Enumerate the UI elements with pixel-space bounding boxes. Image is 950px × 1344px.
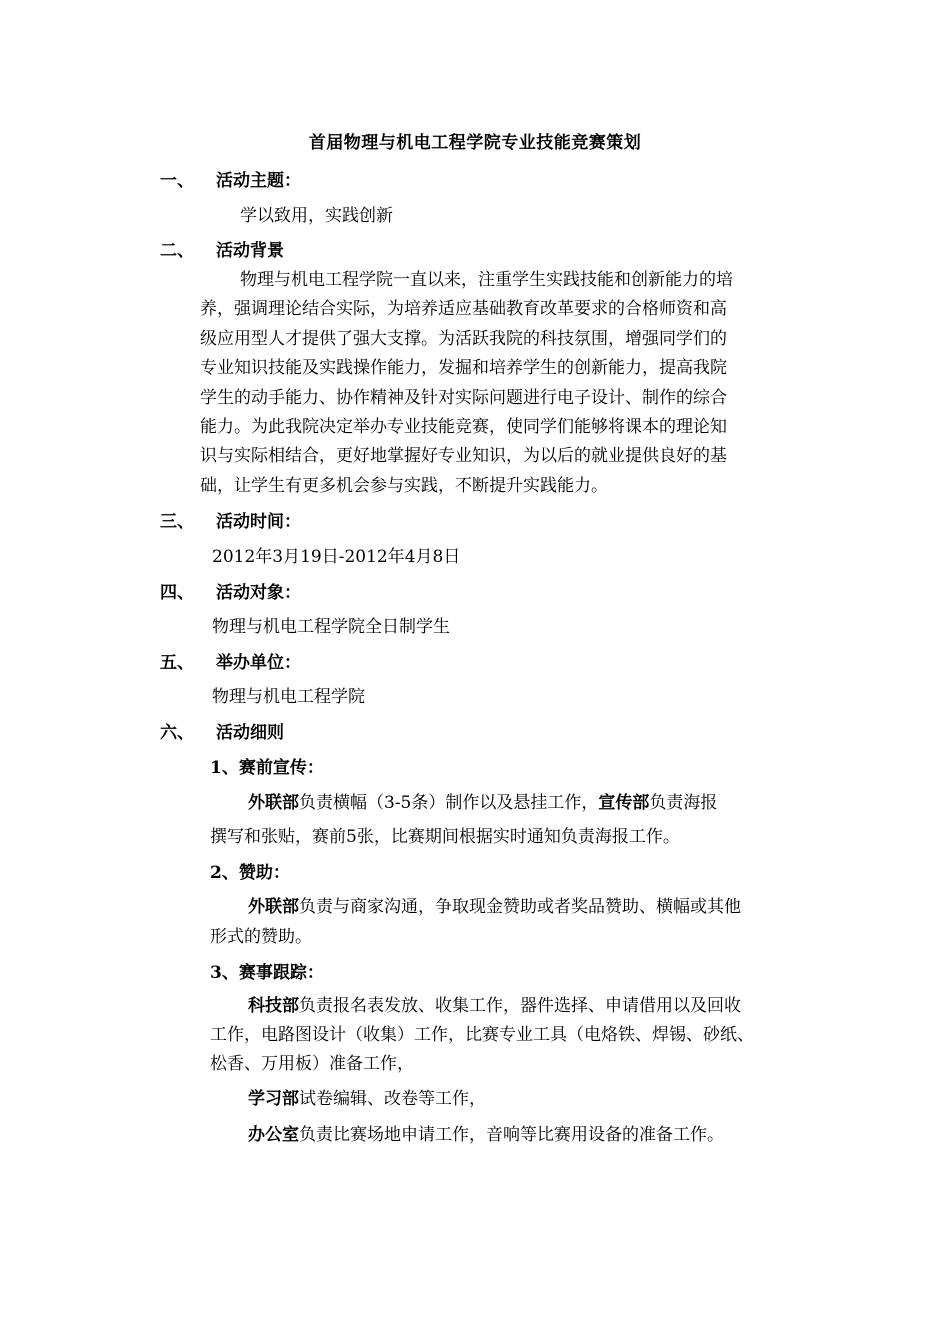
section-title: 举办单位： xyxy=(216,653,301,673)
publicity-line-1 xyxy=(248,788,717,813)
duty-text: 负责横幅（3-5条）制作以及悬挂工作， xyxy=(299,793,599,813)
section-3-content: 2012年3月19日-2012年4月8日 xyxy=(212,547,461,567)
section-number: 三、 xyxy=(160,512,194,532)
section-1-content: 学以致用，实践创新 xyxy=(240,206,393,226)
duty-text: 试卷编辑、改卷等工作， xyxy=(299,1089,486,1109)
section-4-content: 物理与机电工程学院全日制学生 xyxy=(212,617,450,637)
dept-name: 学习部 xyxy=(248,1089,299,1109)
dept-name: 办公室 xyxy=(248,1125,299,1145)
section-5-heading xyxy=(160,648,301,673)
section-title: 活动主题： xyxy=(216,171,301,191)
paragraph-line: 能力。为此我院决定举办专业技能竞赛，使同学们能够将课本的理论知 xyxy=(200,417,727,438)
paragraph-line: 学生的动手能力、协作精神及针对实际问题进行电子设计、制作的综合 xyxy=(200,387,727,408)
section-2-heading xyxy=(160,236,284,261)
paragraph-line: 识与实际相结合，更好地掌握好专业知识，为以后的就业提供良好的基 xyxy=(200,446,727,467)
paragraph-line: 专业知识技能及实践操作能力，发掘和培养学生的创新能力，提高我院 xyxy=(200,358,727,379)
duty-text: 负责报名表发放、收集工作，器件选择、申请借用以及回收 xyxy=(299,996,741,1016)
section-title: 活动细则 xyxy=(216,723,284,743)
duty-text: 负责与商家沟通，争取现金赞助或者奖品赞助、横幅或其他 xyxy=(299,897,741,917)
section-3-heading xyxy=(160,507,301,532)
publicity-line-2: 撰写和张贴，赛前5张，比赛期间根据实时通知负责海报工作。 xyxy=(210,827,680,847)
dept-name: 宣传部 xyxy=(598,793,650,813)
document-title: 首届物理与机电工程学院专业技能竞赛策划 xyxy=(308,133,642,153)
section-4-heading xyxy=(160,578,301,603)
section-number: 二、 xyxy=(160,241,194,261)
paragraph-line: 级应用型人才提供了强大支撑。为活跃我院的科技氛围，增强同学们的 xyxy=(200,328,727,349)
sponsorship-line-1 xyxy=(248,892,741,917)
tracking-line-1 xyxy=(248,991,741,1016)
section-number: 五、 xyxy=(160,653,194,673)
paragraph-line: 物理与机电工程学院一直以来，注重学生实践技能和创新能力的培 xyxy=(240,270,733,290)
section-number: 六、 xyxy=(160,723,194,743)
section-5-content: 物理与机电工程学院 xyxy=(212,687,365,707)
tracking-line-3: 松香、万用板）准备工作， xyxy=(210,1054,414,1074)
section-6-heading xyxy=(160,718,284,743)
tracking-heading: 3、赛事跟踪： xyxy=(210,963,324,983)
section-title: 活动时间： xyxy=(216,512,301,532)
background-paragraph xyxy=(200,266,800,501)
sponsorship-line-2: 形式的赞助。 xyxy=(210,927,312,947)
dept-name: 外联部 xyxy=(248,897,299,917)
dept-name: 外联部 xyxy=(248,793,299,813)
publicity-heading: 1、赛前宣传： xyxy=(210,758,324,778)
section-1-heading xyxy=(160,166,301,191)
paragraph-line: 础，让学生有更多机会参与实践，不断提升实践能力。 xyxy=(200,475,608,496)
tracking-line-5 xyxy=(248,1120,724,1145)
tracking-line-2: 工作，电路图设计（收集）工作，比赛专业工具（电烙铁、焊锡、砂纸、 xyxy=(210,1025,754,1045)
section-title: 活动对象： xyxy=(216,583,301,603)
duty-text: 负责比赛场地申请工作，音响等比赛用设备的准备工作。 xyxy=(299,1125,724,1145)
section-number: 四、 xyxy=(160,583,194,603)
sponsorship-heading: 2、赞助： xyxy=(210,863,290,883)
section-title: 活动背景 xyxy=(216,241,284,261)
dept-name: 科技部 xyxy=(248,996,299,1016)
section-number: 一、 xyxy=(160,171,194,191)
paragraph-line: 养，强调理论结合实际，为培养适应基础教育改革要求的合格师资和高 xyxy=(200,299,727,320)
tracking-line-4 xyxy=(248,1084,486,1109)
duty-text: 负责海报 xyxy=(649,793,718,813)
